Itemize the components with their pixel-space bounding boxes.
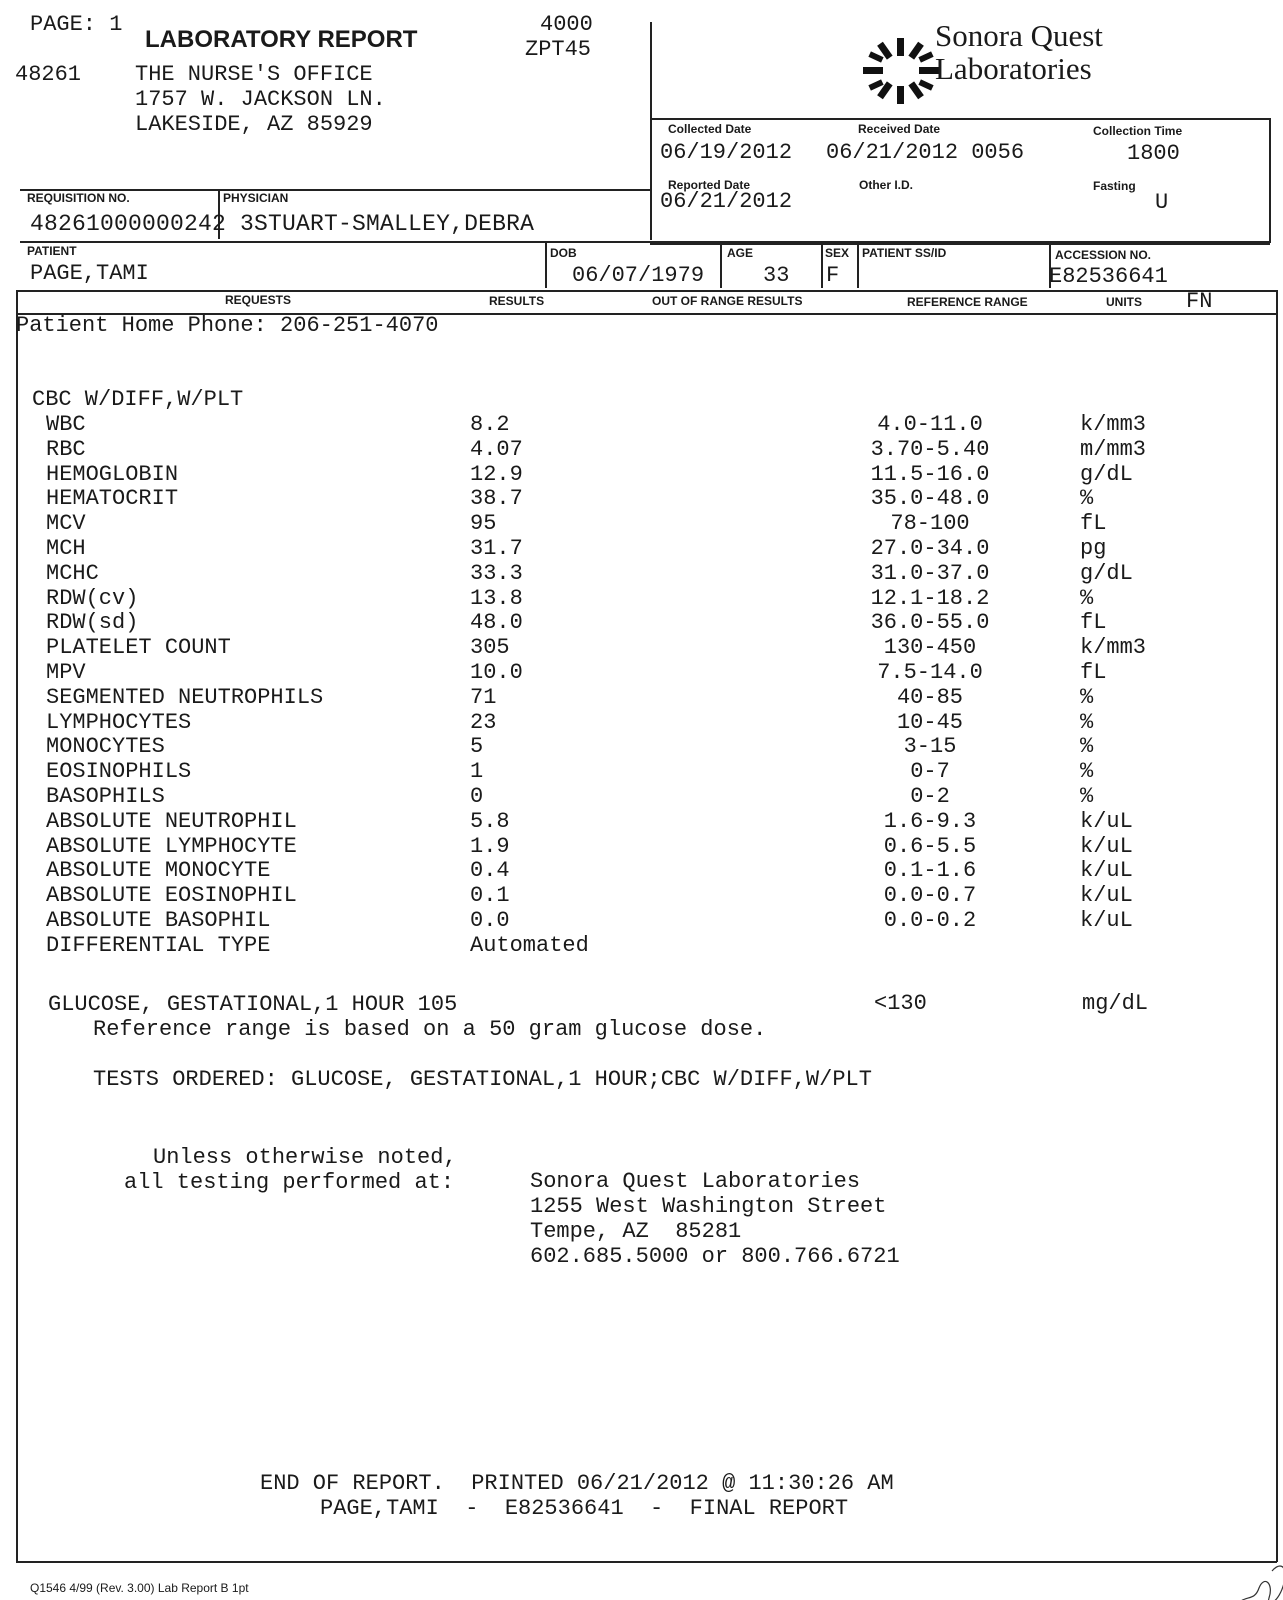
test-unit: % (1080, 709, 1094, 735)
test-reference-range: 0-7 (910, 759, 950, 785)
patient-label: PATIENT (27, 244, 77, 258)
test-result: 305 (470, 635, 510, 661)
test-reference-range: 12.1-18.2 (870, 585, 990, 611)
test-reference-range: 130-450 (883, 635, 977, 661)
test-reference-range: 0-2 (910, 784, 950, 809)
logo-line-2: Laboratories (935, 51, 1092, 86)
test-reference-range: 0.1-1.6 (883, 858, 977, 884)
test-result: 0.0 (470, 908, 510, 933)
table-row (0, 660, 1283, 685)
test-reference-range: 10-45 (896, 709, 963, 735)
table-row (0, 635, 1283, 660)
patient-row-top (20, 241, 1270, 243)
dates-box-top (650, 118, 1270, 120)
test-result: 12.9 (470, 461, 523, 487)
page-number: PAGE: 1 (30, 12, 123, 37)
table-row (0, 462, 1283, 487)
test-result: 31.7 (470, 536, 523, 561)
test-reference-range: 0.6-5.5 (883, 833, 977, 859)
table-row (0, 883, 1283, 908)
test-reference-range: 4.0-11.0 (877, 412, 983, 437)
table-row (0, 437, 1283, 462)
lab-city: Tempe, AZ 85281 (530, 1219, 742, 1244)
test-name: EOSINOPHILS (46, 759, 192, 785)
lab-phone: 602.685.5000 or 800.766.6721 (530, 1244, 900, 1269)
test-result: 71 (470, 684, 497, 710)
table-row (0, 511, 1283, 536)
test-name: ABSOLUTE BASOPHIL (46, 908, 271, 933)
test-unit: g/dL (1080, 461, 1133, 487)
test-result: 95 (470, 511, 497, 537)
test-unit: fL (1080, 511, 1107, 537)
table-row (0, 734, 1283, 759)
test-reference-range: 31.0-37.0 (870, 560, 990, 586)
test-name: BASOPHILS (46, 784, 165, 809)
physician-label: PHYSICIAN (223, 191, 289, 205)
col-units: UNITS (1106, 295, 1142, 309)
test-name: HEMOGLOBIN (46, 461, 179, 487)
test-result: 23 (470, 709, 497, 735)
age-value: 33 (763, 263, 790, 288)
test-unit: fL (1080, 610, 1107, 636)
client-street: 1757 W. JACKSON LN. (135, 87, 386, 112)
table-row (0, 784, 1283, 809)
glucose-unit: mg/dL (1082, 991, 1149, 1016)
glucose-test: GLUCOSE, GESTATIONAL,1 HOUR 105 (48, 992, 458, 1017)
patient-name: PAGE,TAMI (30, 261, 149, 286)
test-unit: k/uL (1080, 883, 1133, 909)
results-box-bottom (16, 1561, 1277, 1563)
test-reference-range: 36.0-55.0 (870, 610, 990, 636)
test-reference-range: 27.0-34.0 (870, 536, 990, 561)
performed-line-1: Unless otherwise noted, (153, 1145, 457, 1170)
received-date-label: Received Date (858, 122, 941, 136)
lab-street: 1255 West Washington Street (530, 1194, 887, 1219)
report-title: LABORATORY REPORT (145, 26, 418, 53)
table-row (0, 809, 1283, 834)
lab-name: Sonora Quest Laboratories (530, 1169, 861, 1194)
form-id: Q1546 4/99 (Rev. 3.00) Lab Report B 1pt (30, 1581, 249, 1595)
patient-div-ssid (857, 241, 859, 288)
end-of-report: END OF REPORT. PRINTED 06/21/2012 @ 11:30:26 AM (260, 1471, 894, 1496)
sex-label: SEX (825, 246, 850, 260)
collection-time: 1800 (1127, 141, 1180, 166)
test-result: 5.8 (470, 808, 510, 834)
test-unit: k/uL (1080, 858, 1133, 884)
test-name: SEGMENTED NEUTROPHILS (46, 684, 324, 710)
test-unit: g/dL (1080, 560, 1133, 586)
test-result: 0 (470, 784, 484, 809)
test-unit: % (1080, 585, 1094, 611)
test-unit: k/uL (1080, 808, 1133, 834)
test-unit: % (1080, 784, 1094, 809)
test-name: MCHC (46, 560, 99, 586)
col-fn: FN (1186, 289, 1213, 314)
test-reference-range: 3-15 (903, 734, 957, 760)
test-result: 48.0 (470, 610, 523, 636)
table-row (0, 858, 1283, 883)
patient-div-age (720, 241, 722, 288)
logo-line-1: Sonora Quest (935, 18, 1103, 53)
sunburst-logo-icon (842, 18, 922, 88)
collected-date: 06/19/2012 (660, 140, 793, 165)
patient-div-sex (821, 241, 823, 288)
handwritten-mark-icon (1205, 1535, 1275, 1595)
test-reference-range: 1.6-9.3 (883, 808, 977, 834)
table-row (0, 908, 1283, 933)
test-name: MCH (46, 536, 86, 561)
dob-value: 06/07/1979 (572, 263, 705, 288)
test-result: 33.3 (470, 560, 523, 586)
tests-ordered: TESTS ORDERED: GLUCOSE, GESTATIONAL,1 HOUR;CBC W/DIFF,W/PLT (93, 1067, 872, 1092)
test-result: 4.07 (470, 436, 523, 462)
test-result: 0.4 (470, 858, 510, 884)
client-city: LAKESIDE, AZ 85929 (135, 112, 373, 137)
test-reference-range: 7.5-14.0 (877, 660, 983, 685)
final-report-line: PAGE,TAMI - E82536641 - FINAL REPORT (320, 1496, 849, 1521)
test-unit: % (1080, 759, 1094, 785)
accession-label: ACCESSION NO. (1055, 248, 1152, 262)
test-unit: m/mm3 (1080, 436, 1147, 462)
panel-title: CBC W/DIFF,W/PLT (32, 387, 244, 412)
test-name: LYMPHOCYTES (46, 709, 192, 735)
header-divider (650, 22, 652, 240)
test-unit: k/mm3 (1080, 412, 1147, 437)
test-name: RDW(cv) (46, 585, 139, 611)
reported-date: 06/21/2012 (660, 189, 793, 214)
col-reference-range: REFERENCE RANGE (907, 295, 1028, 309)
test-reference-range: 0.0-0.7 (883, 883, 977, 909)
patient-ssid-label: PATIENT SS/ID (862, 246, 947, 260)
accession-value: E82536641 (1049, 264, 1168, 289)
sex-value: F (826, 263, 840, 288)
test-result: Automated (470, 932, 589, 958)
test-reference-range: 40-85 (896, 684, 963, 710)
test-name: ABSOLUTE MONOCYTE (46, 858, 271, 884)
col-results: RESULTS (489, 294, 545, 308)
test-unit: % (1080, 734, 1094, 760)
test-unit: k/uL (1080, 908, 1133, 933)
dob-label: DOB (550, 246, 577, 260)
test-result: 1 (470, 759, 484, 785)
client-id: 48261 (15, 62, 82, 87)
table-row (0, 536, 1283, 561)
test-unit: % (1080, 684, 1094, 710)
table-row (0, 710, 1283, 735)
test-result: 0.1 (470, 883, 510, 909)
test-name: ABSOLUTE LYMPHOCYTE (46, 833, 297, 859)
test-reference-range: 3.70-5.40 (870, 436, 990, 462)
patient-div-dob (545, 241, 547, 288)
test-name: MPV (46, 660, 86, 685)
test-result: 1.9 (470, 833, 510, 859)
test-unit: pg (1080, 536, 1107, 561)
test-name: MONOCYTES (46, 734, 165, 760)
test-reference-range: 11.5-16.0 (870, 461, 990, 487)
table-row (0, 486, 1283, 511)
test-name: WBC (46, 412, 86, 437)
table-row (0, 610, 1283, 635)
col-out-of-range: OUT OF RANGE RESULTS (652, 294, 803, 308)
test-name: MCV (46, 511, 86, 537)
patient-home-phone: Patient Home Phone: 206-251-4070 (16, 313, 439, 338)
report-code-2: ZPT45 (525, 37, 592, 62)
dates-box-bottom (650, 243, 1270, 245)
test-name: RDW(sd) (46, 610, 139, 636)
test-unit: % (1080, 486, 1094, 512)
table-row (0, 412, 1283, 437)
test-unit: fL (1080, 660, 1107, 685)
table-row (0, 933, 1283, 958)
dates-box-right (1269, 118, 1271, 243)
test-result: 8.2 (470, 412, 510, 437)
test-name: HEMATOCRIT (46, 486, 179, 512)
age-label: AGE (727, 246, 754, 260)
glucose-range: <130 (874, 991, 927, 1016)
collection-time-label: Collection Time (1093, 124, 1183, 138)
test-name: RBC (46, 436, 86, 462)
other-id-label: Other I.D. (859, 178, 914, 192)
test-result: 38.7 (470, 486, 523, 512)
test-result: 10.0 (470, 660, 523, 685)
client-name: THE NURSE'S OFFICE (135, 62, 373, 87)
col-requests: REQUESTS (225, 293, 292, 307)
table-row (0, 561, 1283, 586)
test-reference-range: 0.0-0.2 (883, 908, 977, 933)
test-reference-range: 78-100 (890, 511, 970, 537)
reported-date-label: Reported Date (668, 178, 751, 192)
test-reference-range: 35.0-48.0 (870, 486, 990, 512)
table-row (0, 759, 1283, 784)
test-result: 5 (470, 734, 484, 760)
requisition-physician-value: 48261000000242 3STUART-SMALLEY,DEBRA (30, 211, 535, 237)
performed-line-2: all testing performed at: (124, 1170, 455, 1195)
test-name: PLATELET COUNT (46, 635, 231, 661)
test-name: ABSOLUTE EOSINOPHIL (46, 883, 297, 909)
glucose-note: Reference range is based on a 50 gram glucose dose. (93, 1017, 767, 1042)
table-row (0, 586, 1283, 611)
fasting-label: Fasting (1093, 179, 1136, 193)
test-name: ABSOLUTE NEUTROPHIL (46, 808, 297, 834)
collected-date-label: Collected Date (668, 122, 752, 136)
test-unit: k/mm3 (1080, 635, 1147, 661)
table-row (0, 834, 1283, 859)
test-name: DIFFERENTIAL TYPE (46, 932, 271, 958)
results-box-top (16, 290, 1277, 292)
table-row (0, 685, 1283, 710)
test-unit: k/uL (1080, 833, 1133, 859)
requisition-label: REQUISITION NO. (27, 191, 130, 205)
test-result: 13.8 (470, 585, 523, 611)
received-date: 06/21/2012 0056 (826, 140, 1025, 165)
fasting-value: U (1155, 190, 1169, 215)
report-code-1: 4000 (540, 12, 593, 37)
